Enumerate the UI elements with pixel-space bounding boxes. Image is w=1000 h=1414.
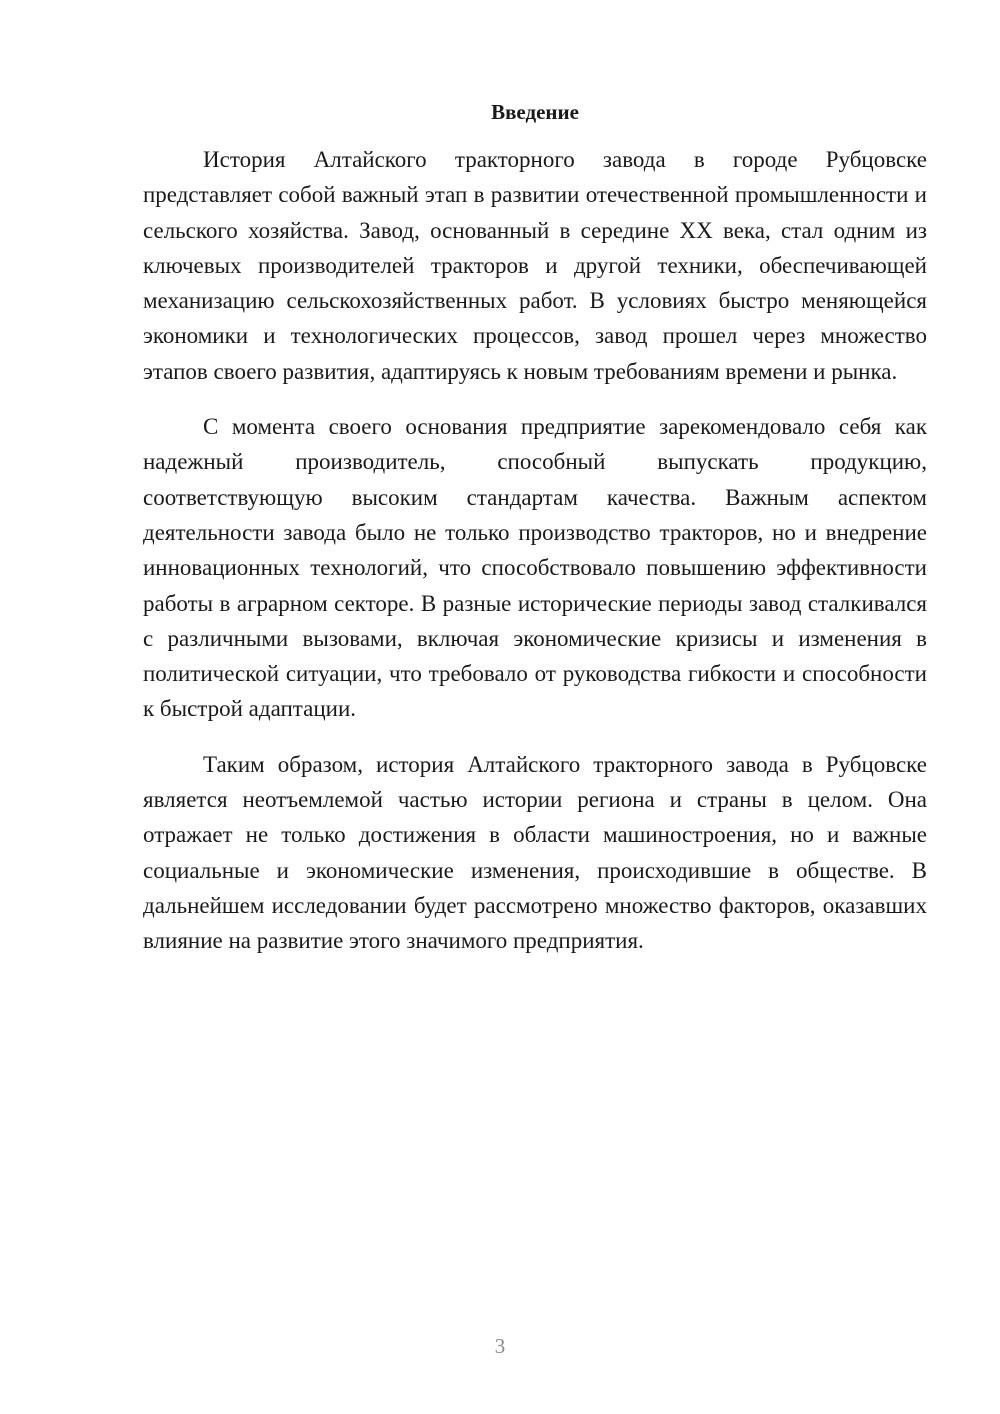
document-body — [143, 142, 927, 979]
page-number: 3 — [494, 1334, 506, 1358]
paragraph-1: История Алтайского тракторного завода в городе Рубцовске представляет собой важный этап в развитии отечественной промышленности и сельского хозяйства. Завод, основанный в середине XX века, стал одним из ключевых производителей тракторов и другой техники, обеспечивающей механизацию сельскохозяйственных работ. В условиях быстро меняющейся экономики и технологических процессов, завод прошел через множество этапов своего развития, адаптируясь к новым требованиям времени и рынка. — [143, 147, 927, 384]
paragraph-2: С момента своего основания предприятие зарекомендовало себя как надежный производитель, способный выпускать продукцию, соответствующую высоким стандартам качества. Важным аспектом деятельности завода было не только производство тракторов, но и внедрение инновационных технологий, что способствовало повышению эффективности работы в аграрном секторе. В разные исторические периоды завод сталкивался с различными вызовами, включая экономические кризисы и изменения в политической ситуации, что требовало от руководства гибкости и способности к быстрой адаптации. — [143, 414, 927, 722]
paragraph-3: Таким образом, история Алтайского тракторного завода в Рубцовске является неотъемлемой частью истории региона и страны в целом. Она отражает не только достижения в области машиностроения, но и важные социальные и экономические изменения, происходившие в обществе. В дальнейшем исследовании будет рассмотрено множество факторов, оказавших влияние на развитие этого значимого предприятия. — [143, 751, 927, 954]
page-title: Введение — [491, 100, 579, 124]
